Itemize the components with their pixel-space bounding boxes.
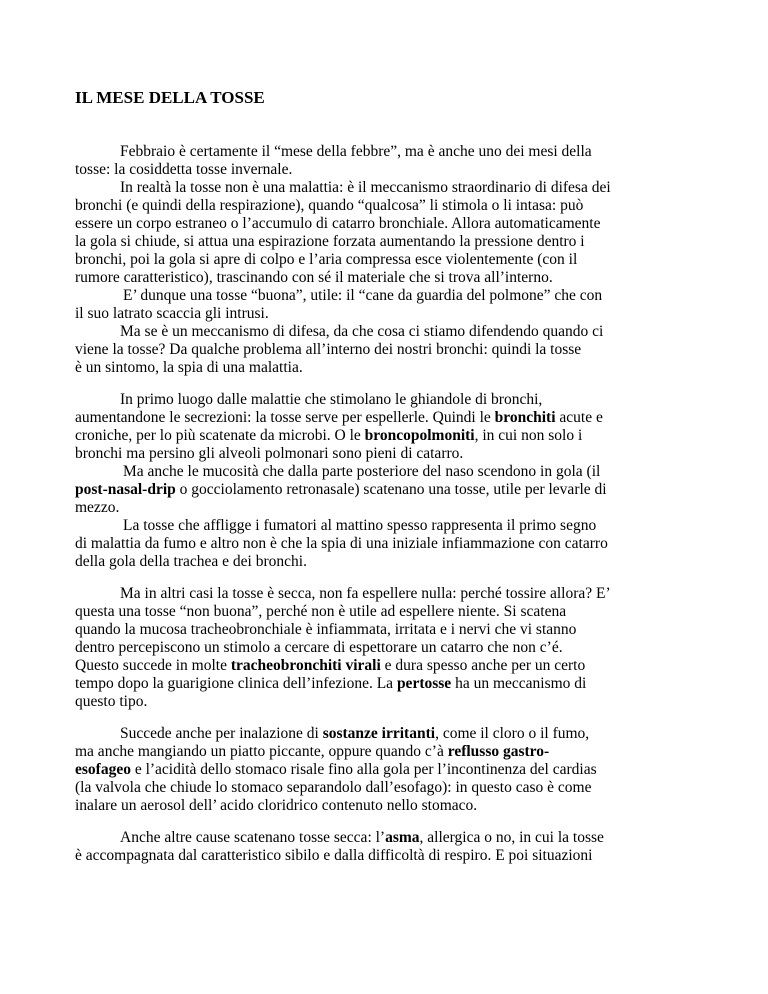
bold-term: sostanze irritanti bbox=[322, 725, 436, 742]
text-line bbox=[75, 553, 307, 571]
text-line bbox=[75, 639, 563, 657]
text-segment: e dura spesso anche per un certo bbox=[380, 657, 586, 674]
text-segment: , come il cloro o il fumo, bbox=[435, 725, 590, 742]
text-line bbox=[75, 445, 463, 463]
text-line bbox=[75, 743, 549, 761]
text-line bbox=[75, 233, 585, 251]
text-line bbox=[75, 693, 147, 711]
text-segment: rumore caratteristico), trascinando con sé il materiale che si trova all’interno. bbox=[75, 269, 553, 286]
text-segment: bronchi (e quindi della respirazione), quando “qualcosa” li stimola o li intasa: può bbox=[75, 197, 584, 214]
text-segment: inalare un aerosol dell’ acido cloridrico contenuto nello stomaco. bbox=[75, 797, 478, 814]
text-segment: tempo dopo la guarigione clinica dell’infezione. La bbox=[75, 675, 397, 692]
text-segment: aumentandone le secrezioni: la tosse serve per espellerle. Quindi le bbox=[75, 409, 495, 426]
text-segment: Questo succede in molte bbox=[75, 657, 231, 674]
text-segment: (la valvola che chiude lo stomaco separandolo dall’esofago): in questo caso è come bbox=[75, 779, 592, 796]
text-segment: o gocciolamento retronasale) scatenano una tosse, utile per levarle di bbox=[175, 481, 607, 498]
text-line bbox=[75, 481, 607, 499]
text-line bbox=[120, 585, 611, 603]
text-segment: In realtà la tosse non è una malattia: è il meccanismo straordinario di difesa dei bbox=[120, 179, 611, 196]
text-segment: mezzo. bbox=[75, 499, 120, 516]
text-line bbox=[120, 143, 592, 161]
text-line bbox=[75, 657, 585, 675]
text-segment: Succede anche per inalazione di bbox=[120, 725, 323, 742]
text-segment: Ma anche le mucosità che dalla parte posteriore del naso scendono in gola (il bbox=[123, 463, 601, 480]
text-segment: essere un corpo estraneo o l’accumulo di catarro bronchiale. Allora automaticamente bbox=[75, 215, 601, 232]
text-segment: ma anche mangiando un piatto piccante, oppure quando c’à bbox=[75, 743, 448, 760]
text-segment: La tosse che affligge i fumatori al mattino spesso rappresenta il primo segno bbox=[123, 517, 597, 534]
text-line bbox=[120, 725, 589, 743]
text-segment: Ma se è un meccanismo di difesa, da che cosa ci stiamo difendendo quando ci bbox=[120, 323, 604, 340]
text-segment: ha un meccanismo di bbox=[451, 675, 587, 692]
text-line bbox=[75, 603, 566, 621]
text-segment: quando la mucosa tracheobronchiale è infiammata, irritata e i nervi che vi stanno bbox=[75, 621, 577, 638]
bold-term: esofageo bbox=[75, 761, 131, 778]
text-segment: , in cui non solo i bbox=[474, 427, 583, 444]
text-line bbox=[123, 287, 602, 305]
text-segment: il suo latrato scaccia gli intrusi. bbox=[75, 305, 269, 322]
text-line bbox=[75, 847, 593, 865]
bold-term: reflusso gastro- bbox=[447, 743, 550, 760]
text-segment: Anche altre cause scatenano tosse secca: l’ bbox=[120, 829, 386, 846]
text-segment: bronchi ma persino gli alveoli polmonari sono pieni di catarro. bbox=[75, 445, 464, 462]
text-segment: questo tipo. bbox=[75, 693, 148, 710]
text-line bbox=[75, 215, 601, 233]
text-segment: tosse: la cosiddetta tosse invernale. bbox=[75, 161, 293, 178]
text-line bbox=[75, 499, 119, 517]
text-line bbox=[120, 829, 604, 847]
text-segment: della gola della trachea e dei bronchi. bbox=[75, 553, 307, 570]
bold-term: broncopolmoniti bbox=[364, 427, 475, 444]
text-line bbox=[75, 251, 577, 269]
text-line bbox=[75, 161, 292, 179]
text-segment: Febbraio è certamente il “mese della febbre”, ma è anche uno dei mesi della bbox=[120, 143, 592, 160]
text-line bbox=[123, 463, 600, 481]
bold-term: post-nasal-drip bbox=[75, 481, 176, 498]
text-segment: è un sintomo, la spia di una malattia. bbox=[75, 359, 303, 376]
text-line bbox=[120, 323, 603, 341]
text-segment: di malattia da fumo e altro non è che la spia di una iniziale infiammazione con catarro bbox=[75, 535, 608, 552]
text-line bbox=[75, 797, 477, 815]
text-line bbox=[75, 675, 586, 693]
text-line bbox=[75, 409, 603, 427]
text-segment: bronchi, poi la gola si apre di colpo e l’aria compressa esce violentemente (con il bbox=[75, 251, 578, 268]
bold-term: bronchiti bbox=[494, 409, 556, 426]
text-line bbox=[75, 269, 553, 287]
bold-term: asma bbox=[385, 829, 420, 846]
text-line bbox=[75, 359, 303, 377]
bold-term: pertosse bbox=[396, 675, 452, 692]
text-segment: la gola si chiude, si attua una espirazione forzata aumentando la pressione dentro i bbox=[75, 233, 585, 250]
text-line bbox=[75, 779, 591, 797]
text-line bbox=[75, 341, 581, 359]
text-line bbox=[120, 179, 611, 197]
text-segment: Ma in altri casi la tosse è secca, non fa espellere nulla: perché tossire allora? E’ bbox=[120, 585, 611, 602]
text-segment: è accompagnata dal caratteristico sibilo e dalla difficoltà di respiro. E poi situazioni bbox=[75, 847, 593, 864]
text-line bbox=[75, 761, 597, 779]
text-segment: questa una tosse “non buona”, perché non è utile ad espellere niente. Si scatena bbox=[75, 603, 567, 620]
text-segment: dentro percepiscono un stimolo a cercare di espettorare un catarro che non c’é. bbox=[75, 639, 563, 656]
text-segment: viene la tosse? Da qualche problema all’interno dei nostri bronchi: quindi la tosse bbox=[75, 341, 582, 358]
text-line bbox=[75, 535, 608, 553]
bold-term: tracheobronchiti virali bbox=[230, 657, 381, 674]
text-segment: E’ dunque una tosse “buona”, utile: il “cane da guardia del polmone” che con bbox=[123, 287, 603, 304]
text-line bbox=[75, 197, 583, 215]
text-segment: croniche, per lo più scatenate da microbi. O le bbox=[75, 427, 365, 444]
text-segment: e l’acidità dello stomaco risale fino alla gola per l’incontinenza del cardias bbox=[130, 761, 597, 778]
text-line bbox=[75, 621, 576, 639]
document-title: IL MESE DELLA TOSSE bbox=[75, 88, 265, 107]
text-line bbox=[120, 391, 542, 409]
text-line bbox=[75, 305, 269, 323]
text-segment: In primo luogo dalle malattie che stimolano le ghiandole di bronchi, bbox=[120, 391, 543, 408]
text-line bbox=[123, 517, 596, 535]
text-segment: , allergica o no, in cui la tosse bbox=[419, 829, 604, 846]
text-segment: acute e bbox=[555, 409, 603, 426]
text-line bbox=[75, 427, 582, 445]
